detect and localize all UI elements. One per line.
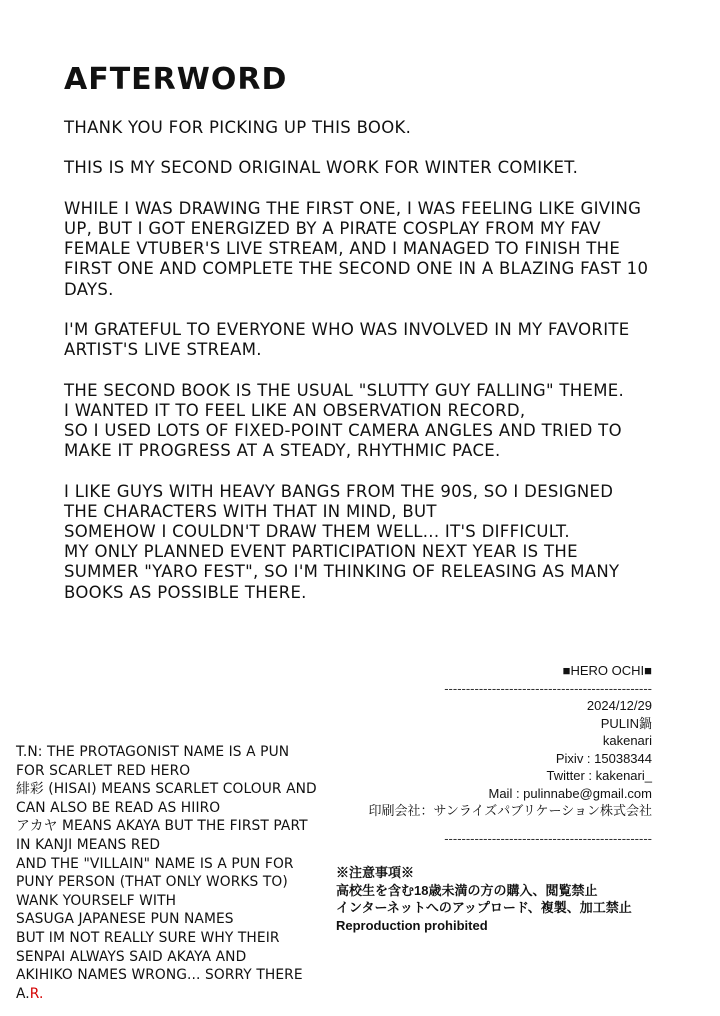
mail-address: Mail : pulinnabe@gmail.com — [488, 785, 652, 801]
afterword-body — [64, 118, 664, 623]
work-title: ■HERO OCHI■ — [562, 663, 652, 678]
tn-line: AND THE "VILLAIN" NAME IS A PUN FOR — [16, 855, 294, 872]
tn-line: CAN ALSO BE READ AS HIIRO — [16, 799, 221, 816]
notice-header: ※注意事項※ — [336, 865, 415, 880]
notice-line: 高校生を含む18歳未満の方の購入、閲覧禁止 — [336, 882, 598, 898]
notice-block — [336, 864, 666, 934]
signature-initial: A. — [16, 985, 30, 1002]
translator-note — [16, 743, 334, 1003]
tn-line: AKIHIKO NAMES WRONG... SORRY THERE — [16, 967, 303, 984]
paragraph: THIS IS MY SECOND ORIGINAL WORK FOR WINTER COMIKET. — [64, 158, 579, 178]
tn-signature — [16, 985, 334, 1004]
paragraph: WHILE I WAS DRAWING THE FIRST ONE, I WAS FEELING LIKE GIVING UP, BUT I GOT ENERGIZED BY A PIRATE COSPLAY FROM MY FAV FEMALE VTUBER'S LIVE STREAM, AND I MANAGED TO FINISH THE FIRST ONE AND COMPLETE THE SECOND ONE IN A BLAZING FAST 10 DAYS. — [64, 198, 649, 299]
tn-line: PUNY PERSON (THAT ONLY WORKS TO) — [16, 874, 288, 891]
tn-line: WANK YOURSELF WITH — [16, 892, 177, 909]
tn-line: SASUGA JAPANESE PUN NAMES — [16, 911, 234, 928]
tn-line: BUT IM NOT REALLY SURE WHY THEIR — [16, 929, 280, 946]
tn-line: T.N: THE PROTAGONIST NAME IS A PUN — [16, 744, 290, 760]
tn-line: SENPAI ALWAYS SAID AKAYA AND — [16, 948, 247, 965]
paragraph: I LIKE GUYS WITH HEAVY BANGS FROM THE 90S, SO I DESIGNED THE CHARACTERS WITH THAT IN MIND, BUT SOMEHOW I COULDN'T DRAW THEM WELL... IT'S DIFFICULT. MY ONLY PLANNED EVENT PARTICIPATION NEXT YEAR IS THE SUMMER "YARO FEST", SO I'M THINKING OF RELEASING AS MANY BOOKS AS POSSIBLE THERE. — [64, 481, 620, 602]
divider: ------------------------------------------------ — [444, 830, 652, 846]
paragraph: I'M GRATEFUL TO EVERYONE WHO WAS INVOLVED IN MY FAVORITE ARTIST'S LIVE STREAM. — [64, 319, 630, 360]
divider: ------------------------------------------------ — [444, 680, 652, 696]
paragraph: THE SECOND BOOK IS THE USUAL "SLUTTY GUY FALLING" THEME. I WANTED IT TO FEEL LIKE AN OBSERVATION RECORD, SO I USED LOTS OF FIXED-POINT CAMERA ANGLES AND TRIED TO MAKE IT PROGRESS AT A STEADY, RHYTHMIC PACE. — [64, 380, 625, 461]
tn-line: アカヤ MEANS AKAYA BUT THE FIRST PART — [16, 818, 308, 835]
author-name: kakenari — [602, 733, 652, 748]
twitter-handle: Twitter : kakenari_ — [546, 768, 652, 783]
paragraph: THANK YOU FOR PICKING UP THIS BOOK. — [64, 118, 412, 137]
pixiv-id: Pixiv : 15038344 — [555, 750, 652, 766]
notice-line: インターネットへのアップロード、複製、加工禁止 — [336, 900, 632, 915]
tn-line: FOR SCARLET RED HERO — [16, 762, 191, 779]
tn-line: IN KANJI MEANS RED — [16, 836, 161, 853]
notice-line: Reproduction prohibited — [336, 917, 488, 933]
circle-name: PULIN鍋 — [600, 715, 652, 731]
date: 2024/12/29 — [586, 698, 652, 713]
colophon — [340, 662, 652, 847]
spacer — [340, 820, 652, 830]
tn-line: 緋彩 (HISAI) MEANS SCARLET COLOUR AND — [16, 781, 317, 798]
printer-name: 印刷会社：サンライズパブリケーション株式会社 — [368, 803, 652, 818]
page-title: AFTERWORD — [64, 62, 288, 97]
signature-initial-red: R. — [29, 985, 44, 1002]
